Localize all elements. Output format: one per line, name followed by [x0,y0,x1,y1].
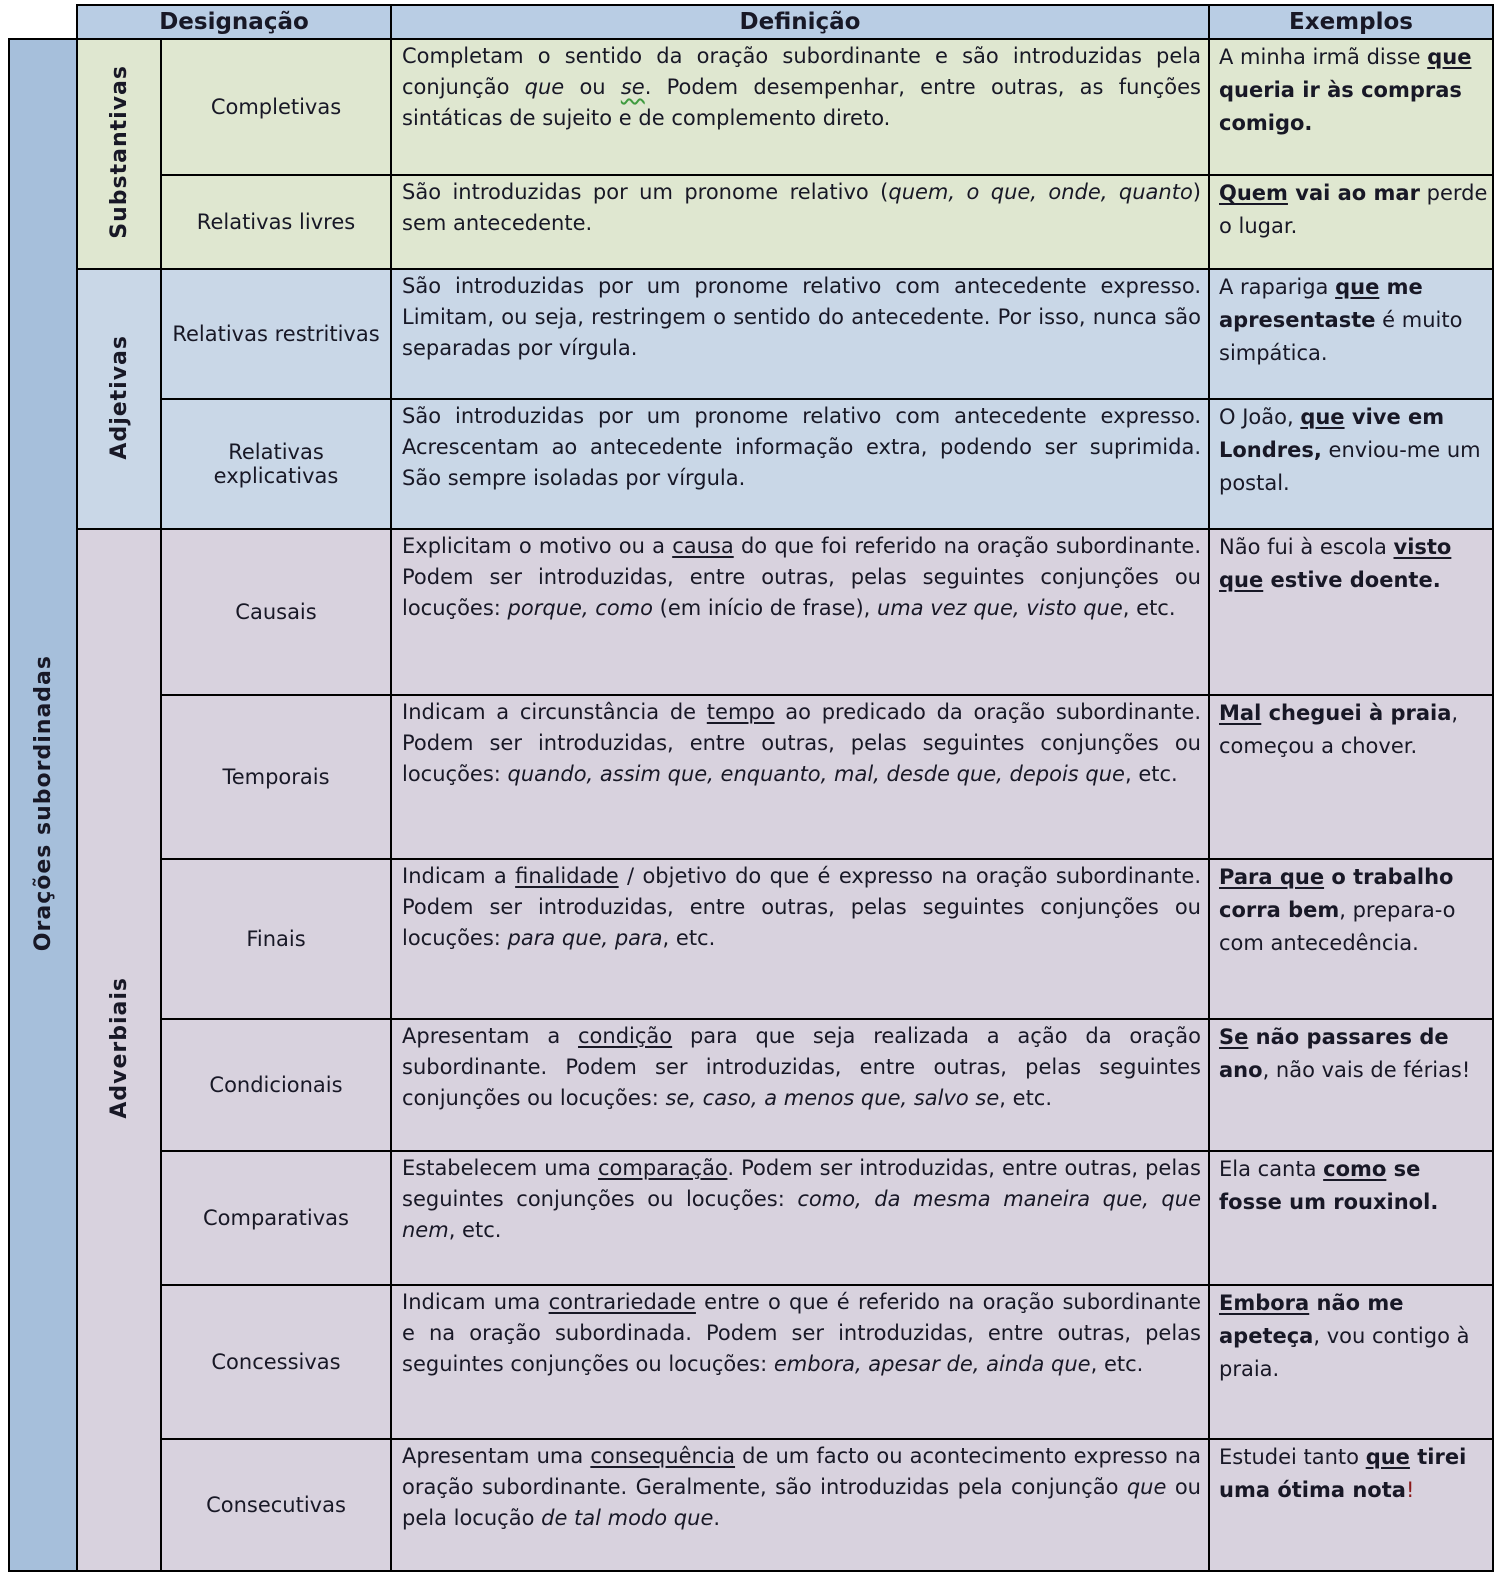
row-temporais [9,695,1493,859]
example-consecutivas: Estudei tanto que tirei uma ótima nota! [1209,1439,1493,1571]
definition-finais: Indicam a finalidade / objetivo do que é expresso na oração subordinante. Podem ser introduzidas, entre outras, pelas seguintes conjunções ou locuções: para que, para, etc. [391,859,1209,1019]
grammar-table [8,4,1494,1572]
definition-relativas-restritivas: São introduzidas por um pronome relativo com antecedente expresso. Limitam, ou seja, restringem o sentido do antecedente. Por isso, nunca são separadas por vírgula. [391,269,1209,399]
group-adverbiais-label: Adverbiais [106,977,132,1119]
header-designacao: Designação [77,5,391,39]
type-relativas-explicativas: Relativas explicativas [161,399,391,529]
example-concessivas: Embora não me apeteça, vou contigo à praia. [1209,1285,1493,1439]
example-relativas-explicativas: O João, que vive em Londres, enviou-me um postal. [1209,399,1493,529]
row-relativas-restritivas [9,269,1493,399]
header-exemplos: Exemplos [1209,5,1493,39]
type-relativas-livres: Relativas livres [161,175,391,269]
example-condicionais: Se não passares de ano, não vais de férias! [1209,1019,1493,1151]
type-consecutivas: Consecutivas [161,1439,391,1571]
group-adjetivas [77,269,161,529]
row-concessivas [9,1285,1493,1439]
example-relativas-restritivas: A rapariga que me apresentaste é muito simpática. [1209,269,1493,399]
type-comparativas: Comparativas [161,1151,391,1285]
type-finais: Finais [161,859,391,1019]
left-bar-oracoes-subordinadas [9,39,77,1571]
definition-consecutivas: Apresentam uma consequência de um facto ou acontecimento expresso na oração subordinante. Geralmente, são introduzidas pela conjunção que ou pela locução de tal modo que. [391,1439,1209,1571]
type-temporais: Temporais [161,695,391,859]
row-condicionais [9,1019,1493,1151]
example-finais: Para que o trabalho corra bem, prepara-o com antecedência. [1209,859,1493,1019]
row-comparativas [9,1151,1493,1285]
header-definicao: Definição [391,5,1209,39]
group-adjetivas-label: Adjetivas [106,334,132,460]
header-row [9,5,1493,39]
row-completivas [9,39,1493,175]
row-relativas-livres [9,175,1493,269]
row-finais [9,859,1493,1019]
example-comparativas: Ela canta como se fosse um rouxinol. [1209,1151,1493,1285]
example-temporais: Mal cheguei à praia, começou a chover. [1209,695,1493,859]
definition-completivas: Completam o sentido da oração subordinante e são introduzidas pela conjunção que ou se. Podem desempenhar, entre outras, as funções sintáticas de sujeito e de complemento direto. [391,39,1209,175]
row-causais [9,529,1493,695]
example-causais: Não fui à escola visto que estive doente. [1209,529,1493,695]
row-relativas-explicativas [9,399,1493,529]
example-completivas: A minha irmã disse que queria ir às compras comigo. [1209,39,1493,175]
group-substantivas [77,39,161,269]
type-causais: Causais [161,529,391,695]
type-completivas: Completivas [161,39,391,175]
example-relativas-livres: Quem vai ao mar perde o lugar. [1209,175,1493,269]
type-relativas-restritivas: Relativas restritivas [161,269,391,399]
type-condicionais: Condicionais [161,1019,391,1151]
definition-temporais: Indicam a circunstância de tempo ao predicado da oração subordinante. Podem ser introduzidas, entre outras, pelas seguintes conjunções ou locuções: quando, assim que, enquanto, mal, desde que, depois que, etc. [391,695,1209,859]
type-concessivas: Concessivas [161,1285,391,1439]
definition-condicionais: Apresentam a condição para que seja realizada a ação da oração subordinante. Podem ser introduzidas, entre outras, pelas seguintes conjunções ou locuções: se, caso, a menos que, salvo se, etc. [391,1019,1209,1151]
definition-relativas-explicativas: São introduzidas por um pronome relativo com antecedente expresso. Acrescentam ao antecedente informação extra, podendo ser suprimida. São sempre isoladas por vírgula. [391,399,1209,529]
definition-comparativas: Estabelecem uma comparação. Podem ser introduzidas, entre outras, pelas seguintes conjunções ou locuções: como, da mesma maneira que, que nem, etc. [391,1151,1209,1285]
group-adverbiais [77,529,161,1571]
definition-relativas-livres: São introduzidas por um pronome relativo (quem, o que, onde, quanto) sem antecedente. [391,175,1209,269]
group-substantivas-label: Substantivas [106,65,132,239]
row-consecutivas [9,1439,1493,1571]
header-blank-cell [9,5,77,39]
definition-causais: Explicitam o motivo ou a causa do que foi referido na oração subordinante. Podem ser introduzidas, entre outras, pelas seguintes conjunções ou locuções: porque, como (em início de frase), uma vez que, visto que, etc. [391,529,1209,695]
left-bar-label: Orações subordinadas [30,654,56,952]
definition-concessivas: Indicam uma contrariedade entre o que é referido na oração subordinante e na oração subordinada. Podem ser introduzidas, entre outras, pelas seguintes conjunções ou locuções: embora, apesar de, ainda que, etc. [391,1285,1209,1439]
